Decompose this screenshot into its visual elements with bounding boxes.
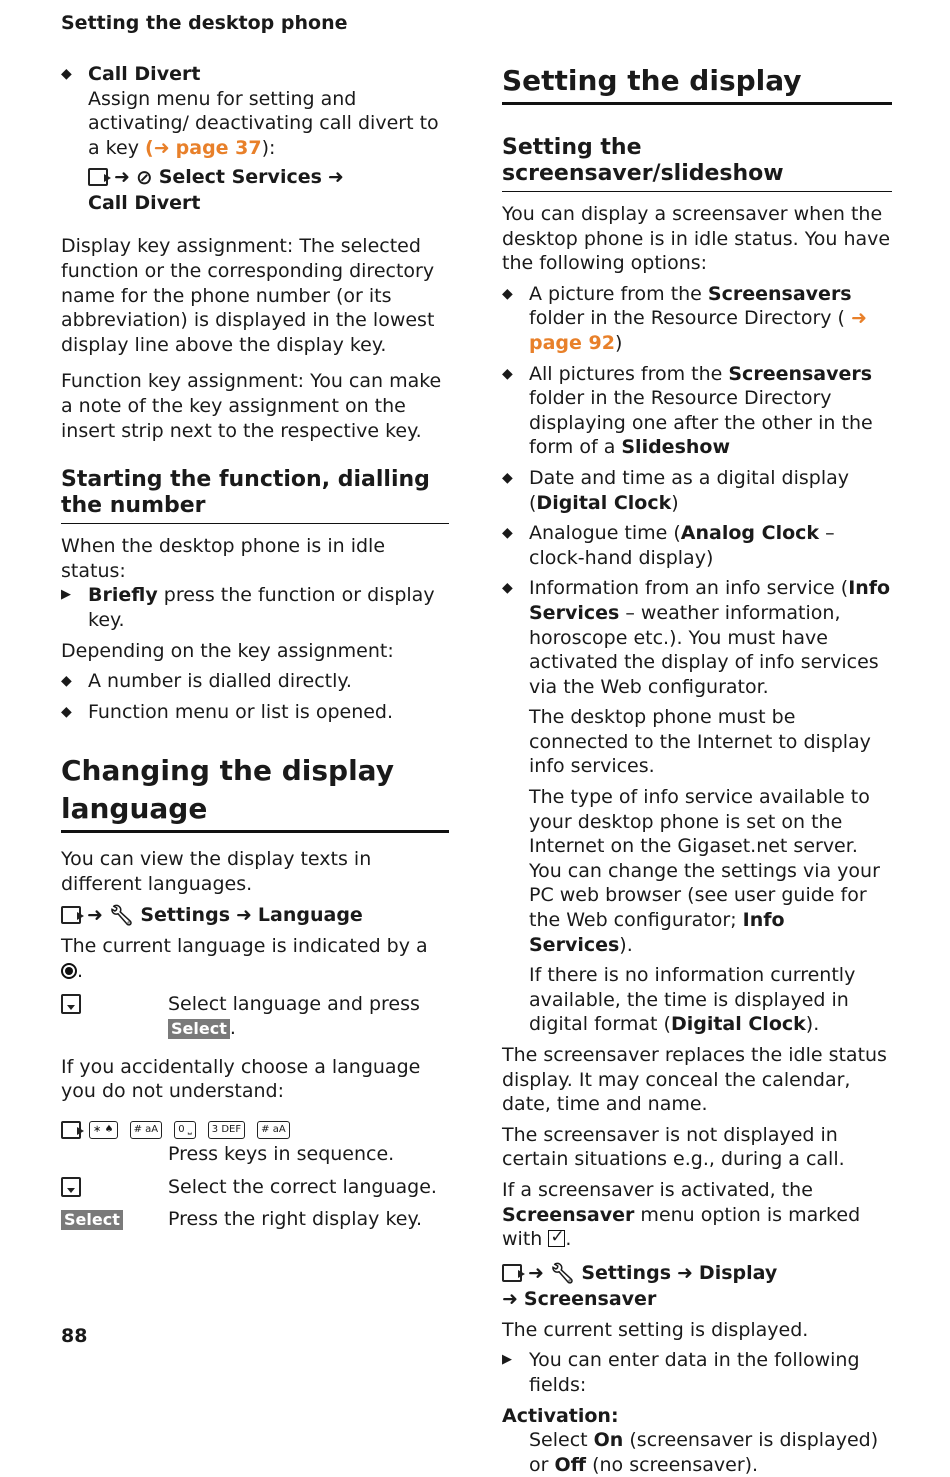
- services-icon: ⊘: [135, 165, 153, 190]
- arrow-icon: ➜: [528, 1261, 544, 1284]
- nav-language: Language: [257, 904, 363, 927]
- diamond-bullet-icon: ◆: [502, 580, 513, 597]
- select-display-key[interactable]: Select: [168, 1019, 230, 1039]
- selected-radio-icon: [61, 963, 77, 979]
- option-analog-clock: ◆ Analogue time (Analog Clock – clock-hand display): [502, 522, 835, 569]
- menu-key-icon: [502, 1264, 522, 1282]
- hash-key: # aA: [257, 1121, 290, 1139]
- current-language-text: The current language is indicated by a .: [61, 935, 428, 983]
- depending-text: Depending on the key assignment:: [61, 639, 394, 662]
- info-connected-para: The desktop phone must be connected to the Internet to display info services.: [529, 706, 871, 778]
- option-slideshow: ◆ All pictures from the Screensavers folder in the Resource Directory displaying one after the other in the form of a Slideshow: [502, 362, 873, 459]
- activation-label: Activation:: [502, 1404, 619, 1427]
- navigation-key-icon: [61, 1177, 81, 1197]
- nav-settings: Settings: [581, 1261, 671, 1284]
- page-header: Setting the desktop phone: [61, 12, 348, 34]
- option-info-services: ◆ Information from an info service (Info Services – weather information, horoscope etc.). You must have activated the display of info services via the Web configurator.: [502, 577, 891, 698]
- triangle-step-icon: ▶: [61, 587, 71, 603]
- navigation-key-icon: [61, 994, 81, 1014]
- diamond-bullet-icon: ◆: [502, 469, 513, 486]
- arrow-icon: ➜: [677, 1261, 693, 1284]
- diamond-bullet-icon: ◆: [502, 525, 513, 542]
- activated-para: If a screensaver is activated, the Screensaver menu option is marked with ✓ .: [502, 1178, 892, 1252]
- view-texts-paragraph: You can view the display texts in different languages.: [61, 848, 372, 895]
- screensaver-nav-line2: [502, 1286, 892, 1312]
- replaces-para: The screensaver replaces the idle status display. It may conceal the calendar, date, time and name.: [502, 1044, 887, 1116]
- select-language-row: Select language and press Select .: [61, 992, 449, 1041]
- diamond-bullet-icon: ◆: [61, 703, 72, 720]
- diamond-bullet-icon: ◆: [502, 285, 513, 302]
- star-key: ∗ ♠: [89, 1121, 118, 1139]
- language-nav: [61, 902, 449, 928]
- screensaver-intro: You can display a screensaver when the desktop phone is in idle status. You have the following options:: [502, 203, 891, 275]
- accident-paragraph: If you accidentally choose a language you do not understand:: [61, 1055, 421, 1103]
- idle-status-text: When the desktop phone is in idle status:: [61, 535, 386, 582]
- page-92-link[interactable]: page 92: [529, 331, 615, 354]
- info-type-para: The type of info service available to your desktop phone is set on the Internet on the Gigaset.net server. You can change the settings via your PC web browser (see user guide for the Web configurator; Info Services).: [529, 786, 880, 956]
- wrench-icon: 🔧︎: [549, 1260, 576, 1285]
- call-divert-nav: [88, 164, 449, 216]
- select-display-key[interactable]: Select: [61, 1210, 123, 1230]
- activation-desc: Select On (screensaver is displayed) or Off (no screensaver).: [529, 1429, 879, 1476]
- info-unavailable-para: If there is no information currently available, the time is displayed in digital format (Digital Clock).: [529, 964, 856, 1036]
- heading-changing-language: Changing the display language: [61, 752, 449, 833]
- three-key: 3 DEF: [208, 1121, 245, 1139]
- key-sequence: [61, 1116, 449, 1142]
- zero-key: 0 ⎵: [174, 1121, 196, 1139]
- heading-setting-display: Setting the display: [502, 62, 892, 105]
- nav-settings: Settings: [140, 904, 230, 927]
- bullet-function-menu: ◆ Function menu or list is opened.: [61, 700, 394, 723]
- nav-call-divert: Call Divert: [88, 192, 201, 215]
- call-divert-item: [61, 62, 449, 222]
- call-divert-desc: Assign menu for setting and activating/ deactivating call divert to a key (➜ page 37):: [88, 87, 439, 159]
- triangle-step-icon: ▶: [502, 1352, 512, 1368]
- arrow-icon: ➜: [114, 166, 130, 189]
- nav-display: Display: [698, 1261, 778, 1284]
- display-key-paragraph: Display key assignment: The selected function or the corresponding directory name for the phone number (or its abbreviation) is displayed in the lowest display line above the display key.: [61, 235, 435, 356]
- screensaver-nav: [502, 1260, 892, 1286]
- diamond-bullet-icon: ◆: [502, 365, 513, 382]
- page-37-link[interactable]: page 37: [175, 136, 262, 159]
- heading-screensaver: Setting the screensaver/slideshow: [502, 135, 892, 192]
- diamond-bullet-icon: ◆: [61, 673, 72, 690]
- press-sequence-row: Press keys in sequence.: [168, 1143, 395, 1166]
- checkbox-checked-icon: [548, 1230, 565, 1247]
- menu-key-icon: [88, 168, 108, 186]
- bullet-number-dialled: ◆ A number is dialled directly.: [61, 670, 352, 693]
- arrow-icon: ➜: [87, 904, 103, 927]
- left-column: [61, 62, 449, 1240]
- right-column: [502, 62, 892, 1477]
- nav-select-services: Select Services: [158, 166, 322, 189]
- arrow-icon: ➜: [502, 1287, 518, 1310]
- wrench-icon: 🔧︎: [108, 903, 135, 928]
- arrow-icon: ➜: [327, 166, 344, 189]
- step-briefly: ▶ Briefly press the function or display key.: [61, 584, 435, 631]
- select-correct-row: Select the correct language.: [61, 1175, 449, 1200]
- option-digital-clock: ◆ Date and time as a digital display (Digital Clock): [502, 466, 850, 514]
- press-right-row: Select Press the right display key.: [61, 1207, 449, 1232]
- option-picture: ◆ A picture from the Screensavers folder in the Resource Directory ( ➜ page 92): [502, 282, 867, 354]
- menu-key-icon: [61, 1121, 81, 1139]
- step-enter-data: ▶ You can enter data in the following fields:: [502, 1349, 860, 1396]
- menu-key-icon: [61, 906, 81, 924]
- not-displayed-para: The screensaver is not displayed in certain situations e.g., during a call.: [502, 1123, 845, 1171]
- arrow-icon: ➜: [236, 904, 252, 927]
- heading-starting-function: Starting the function, dialling the number: [61, 467, 449, 524]
- function-key-paragraph: Function key assignment: You can make a note of the key assignment on the insert strip next to the respective key.: [61, 370, 442, 442]
- nav-screensaver: Screensaver: [523, 1287, 657, 1310]
- hash-key: # aA: [130, 1121, 163, 1139]
- diamond-bullet-icon: ◆: [61, 66, 72, 82]
- call-divert-title: Call Divert: [88, 63, 201, 85]
- current-setting-text: The current setting is displayed.: [502, 1318, 809, 1341]
- page-number: 88: [61, 1325, 88, 1347]
